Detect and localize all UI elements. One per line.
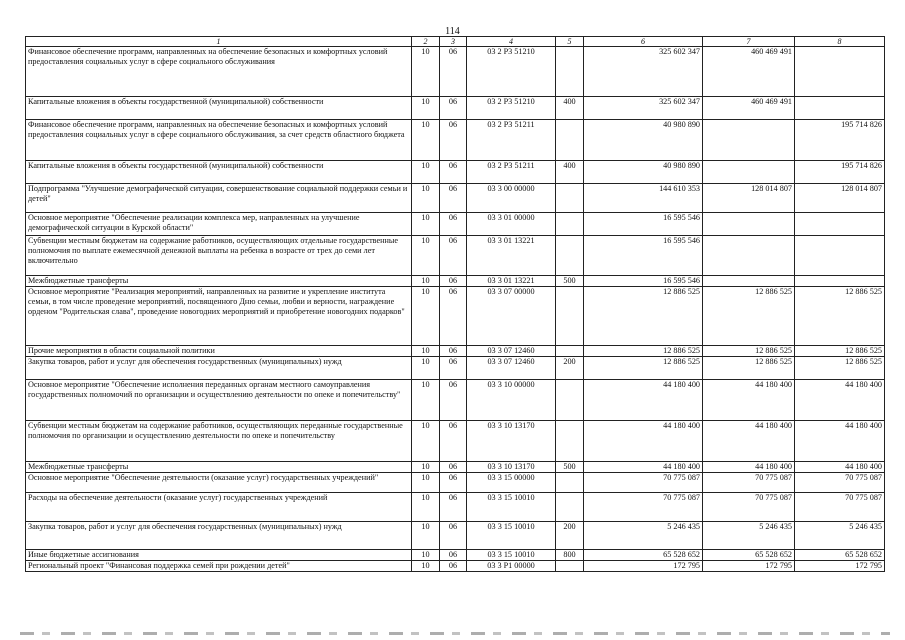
cell-sub: 06 [440,276,467,287]
cell-vr: 800 [556,550,584,561]
cell-name: Прочие мероприятия в области социальной политики [26,346,412,357]
table-row [26,421,885,462]
cell-code: 03 2 P3 51211 [467,120,556,161]
cell-sub: 06 [440,357,467,380]
cell-name: Финансовое обеспечение программ, направленных на обеспечение безопасных и комфортных условий предоставления социальных услуг в сфере социального обслуживания, за счет средств областного бюджета [26,120,412,161]
cell-sec: 10 [412,97,440,120]
cell-sub: 06 [440,184,467,213]
cell-vr [556,380,584,421]
cell-sub: 06 [440,346,467,357]
cell-y3: 128 014 807 [795,184,885,213]
cell-y1: 40 980 890 [584,120,703,161]
cell-vr [556,561,584,572]
cell-sec: 10 [412,47,440,97]
cell-y1: 16 595 546 [584,236,703,276]
cell-y2 [703,120,795,161]
cell-y2: 460 469 491 [703,47,795,97]
cell-vr [556,47,584,97]
cell-code: 03 3 15 10010 [467,493,556,522]
cell-name: Закупка товаров, работ и услуг для обеспечения государственных (муниципальных) нужд [26,522,412,550]
cell-y2 [703,161,795,184]
cell-vr: 500 [556,462,584,473]
cell-code: 03 3 00 00000 [467,184,556,213]
table-row [26,493,885,522]
cell-sub: 06 [440,493,467,522]
cell-y3: 195 714 826 [795,120,885,161]
cell-sec: 10 [412,462,440,473]
cell-y1: 325 602 347 [584,47,703,97]
cell-name: Иные бюджетные ассигнования [26,550,412,561]
cell-sub: 06 [440,550,467,561]
cell-vr [556,213,584,236]
cell-sub: 06 [440,473,467,493]
cell-y3: 65 528 652 [795,550,885,561]
cell-y3 [795,47,885,97]
cell-sec: 10 [412,473,440,493]
cell-vr [556,473,584,493]
table-row [26,473,885,493]
header-cell: 7 [703,37,795,47]
cell-sec: 10 [412,161,440,184]
cell-sec: 10 [412,493,440,522]
cell-y2 [703,213,795,236]
cell-code: 03 3 07 00000 [467,287,556,346]
cell-sec: 10 [412,550,440,561]
cell-sec: 10 [412,236,440,276]
cell-name: Субвенции местным бюджетам на содержание работников, осуществляющих переданные государственные полномочия по организации и осуществлению деятельности по опеке и попечительству [26,421,412,462]
header-cell: 5 [556,37,584,47]
cell-name: Основное мероприятие "Обеспечение реализации комплекса мер, направленных на улучшение демографической ситуации в Курской области" [26,213,412,236]
cell-sub: 06 [440,287,467,346]
cell-name: Межбюджетные трансферты [26,462,412,473]
cell-y1: 325 602 347 [584,97,703,120]
cell-code: 03 2 P3 51210 [467,97,556,120]
cell-code: 03 3 P1 00000 [467,561,556,572]
cell-y3: 12 886 525 [795,357,885,380]
cell-sub: 06 [440,97,467,120]
table-row [26,47,885,97]
table-row [26,550,885,561]
cell-y1: 12 886 525 [584,287,703,346]
table-row [26,561,885,572]
cell-code: 03 3 01 00000 [467,213,556,236]
cell-code: 03 3 10 13170 [467,421,556,462]
cell-y2: 12 886 525 [703,357,795,380]
cell-y3: 70 775 087 [795,473,885,493]
header-cell: 1 [26,37,412,47]
budget-table [25,36,885,572]
cell-y1: 12 886 525 [584,357,703,380]
cell-y1: 144 610 353 [584,184,703,213]
cell-code: 03 2 P3 51210 [467,47,556,97]
cell-y1: 70 775 087 [584,473,703,493]
cell-name: Основное мероприятие "Реализация мероприятий, направленных на развитие и укрепление института семьи, в том числе проведение мероприятий, посвященного Дню семьи, любви и верности, награждение орденом "Родительская слава", проведение новогодних мероприятий и приобретение новогодних подарков" [26,287,412,346]
cell-sub: 06 [440,236,467,276]
cell-sub: 06 [440,213,467,236]
table-row [26,213,885,236]
cell-y1: 16 595 546 [584,213,703,236]
cell-name: Региональный проект "Финансовая поддержка семей при рождении детей" [26,561,412,572]
cell-name: Капитальные вложения в объекты государственной (муниципальной) собственности [26,97,412,120]
cell-y2: 460 469 491 [703,97,795,120]
cell-y1: 16 595 546 [584,276,703,287]
cell-y1: 44 180 400 [584,421,703,462]
cell-y2: 44 180 400 [703,462,795,473]
cell-y1: 12 886 525 [584,346,703,357]
cell-code: 03 3 01 13221 [467,236,556,276]
header-cell: 6 [584,37,703,47]
cell-sub: 06 [440,421,467,462]
cell-sub: 06 [440,161,467,184]
cell-y2: 70 775 087 [703,473,795,493]
header-cell: 4 [467,37,556,47]
cell-sec: 10 [412,421,440,462]
cell-y1: 44 180 400 [584,380,703,421]
cell-y2: 44 180 400 [703,380,795,421]
cell-y3: 5 246 435 [795,522,885,550]
page-number: 114 [445,26,460,37]
cell-vr [556,493,584,522]
table-row [26,276,885,287]
cell-y3 [795,276,885,287]
header-cell: 3 [440,37,467,47]
cell-y3: 44 180 400 [795,462,885,473]
cell-code: 03 2 P3 51211 [467,161,556,184]
cell-name: Закупка товаров, работ и услуг для обеспечения государственных (муниципальных) нужд [26,357,412,380]
cell-y3: 44 180 400 [795,421,885,462]
table-row [26,184,885,213]
cell-code: 03 3 07 12460 [467,357,556,380]
cell-sub: 06 [440,522,467,550]
cell-y2: 12 886 525 [703,287,795,346]
cell-y1: 40 980 890 [584,161,703,184]
cell-code: 03 3 10 00000 [467,380,556,421]
cell-sec: 10 [412,184,440,213]
header-cell: 8 [795,37,885,47]
cell-code: 03 3 15 10010 [467,522,556,550]
cell-name: Основное мероприятие "Обеспечение исполнения переданных органам местного самоуправления государственных полномочий по организации и осуществлению деятельности по опеке и попечительству" [26,380,412,421]
cell-name: Основное мероприятие "Обеспечение деятельности (оказание услуг) государственных учреждений" [26,473,412,493]
cell-code: 03 3 10 13170 [467,462,556,473]
cell-y2 [703,276,795,287]
cell-sec: 10 [412,561,440,572]
cell-y3 [795,236,885,276]
scan-edge-marks [20,632,890,635]
cell-y2: 128 014 807 [703,184,795,213]
cell-sec: 10 [412,522,440,550]
cell-y2: 44 180 400 [703,421,795,462]
cell-y2: 65 528 652 [703,550,795,561]
cell-vr [556,184,584,213]
cell-name: Капитальные вложения в объекты государственной (муниципальной) собственности [26,161,412,184]
cell-y1: 172 795 [584,561,703,572]
table-row [26,287,885,346]
cell-vr [556,421,584,462]
cell-y3: 195 714 826 [795,161,885,184]
table-row [26,380,885,421]
cell-sec: 10 [412,380,440,421]
cell-y3: 70 775 087 [795,493,885,522]
cell-code: 03 3 01 13221 [467,276,556,287]
cell-y2 [703,236,795,276]
cell-code: 03 3 15 10010 [467,550,556,561]
cell-sub: 06 [440,120,467,161]
cell-sub: 06 [440,561,467,572]
cell-y3: 12 886 525 [795,287,885,346]
table-row [26,120,885,161]
cell-sub: 06 [440,47,467,97]
cell-y3: 172 795 [795,561,885,572]
cell-name: Финансовое обеспечение программ, направленных на обеспечение безопасных и комфортных условий предоставления социальных услуг в сфере социального обслуживания [26,47,412,97]
cell-y2: 70 775 087 [703,493,795,522]
table-row [26,236,885,276]
cell-vr [556,236,584,276]
cell-vr: 200 [556,522,584,550]
cell-sec: 10 [412,213,440,236]
table-row [26,161,885,184]
cell-sec: 10 [412,287,440,346]
cell-sub: 06 [440,462,467,473]
cell-name: Расходы на обеспечение деятельности (оказание услуг) государственных учреждений [26,493,412,522]
table-row [26,522,885,550]
table-row [26,357,885,380]
cell-vr [556,287,584,346]
cell-vr: 400 [556,97,584,120]
cell-y2: 12 886 525 [703,346,795,357]
cell-sec: 10 [412,276,440,287]
table-row [26,462,885,473]
table-row [26,346,885,357]
cell-vr [556,120,584,161]
cell-y3: 44 180 400 [795,380,885,421]
cell-y3: 12 886 525 [795,346,885,357]
cell-vr: 500 [556,276,584,287]
cell-sub: 06 [440,380,467,421]
cell-y1: 65 528 652 [584,550,703,561]
cell-y1: 70 775 087 [584,493,703,522]
cell-vr: 400 [556,161,584,184]
cell-vr [556,346,584,357]
cell-name: Межбюджетные трансферты [26,276,412,287]
cell-y2: 172 795 [703,561,795,572]
cell-name: Субвенции местным бюджетам на содержание работников, осуществляющих отдельные государственные полномочия по выплате ежемесячной денежной выплаты на ребенка в возрасте от трех до семи лет включительно [26,236,412,276]
cell-y3 [795,97,885,120]
cell-y1: 5 246 435 [584,522,703,550]
cell-sec: 10 [412,357,440,380]
cell-code: 03 3 15 00000 [467,473,556,493]
cell-name: Подпрограмма "Улучшение демографической ситуации, совершенствование социальной поддержки семьи и детей" [26,184,412,213]
header-row [26,37,885,47]
cell-code: 03 3 07 12460 [467,346,556,357]
cell-y3 [795,213,885,236]
cell-y2: 5 246 435 [703,522,795,550]
cell-y1: 44 180 400 [584,462,703,473]
cell-sec: 10 [412,120,440,161]
cell-vr: 200 [556,357,584,380]
cell-sec: 10 [412,346,440,357]
table-row [26,97,885,120]
header-cell: 2 [412,37,440,47]
